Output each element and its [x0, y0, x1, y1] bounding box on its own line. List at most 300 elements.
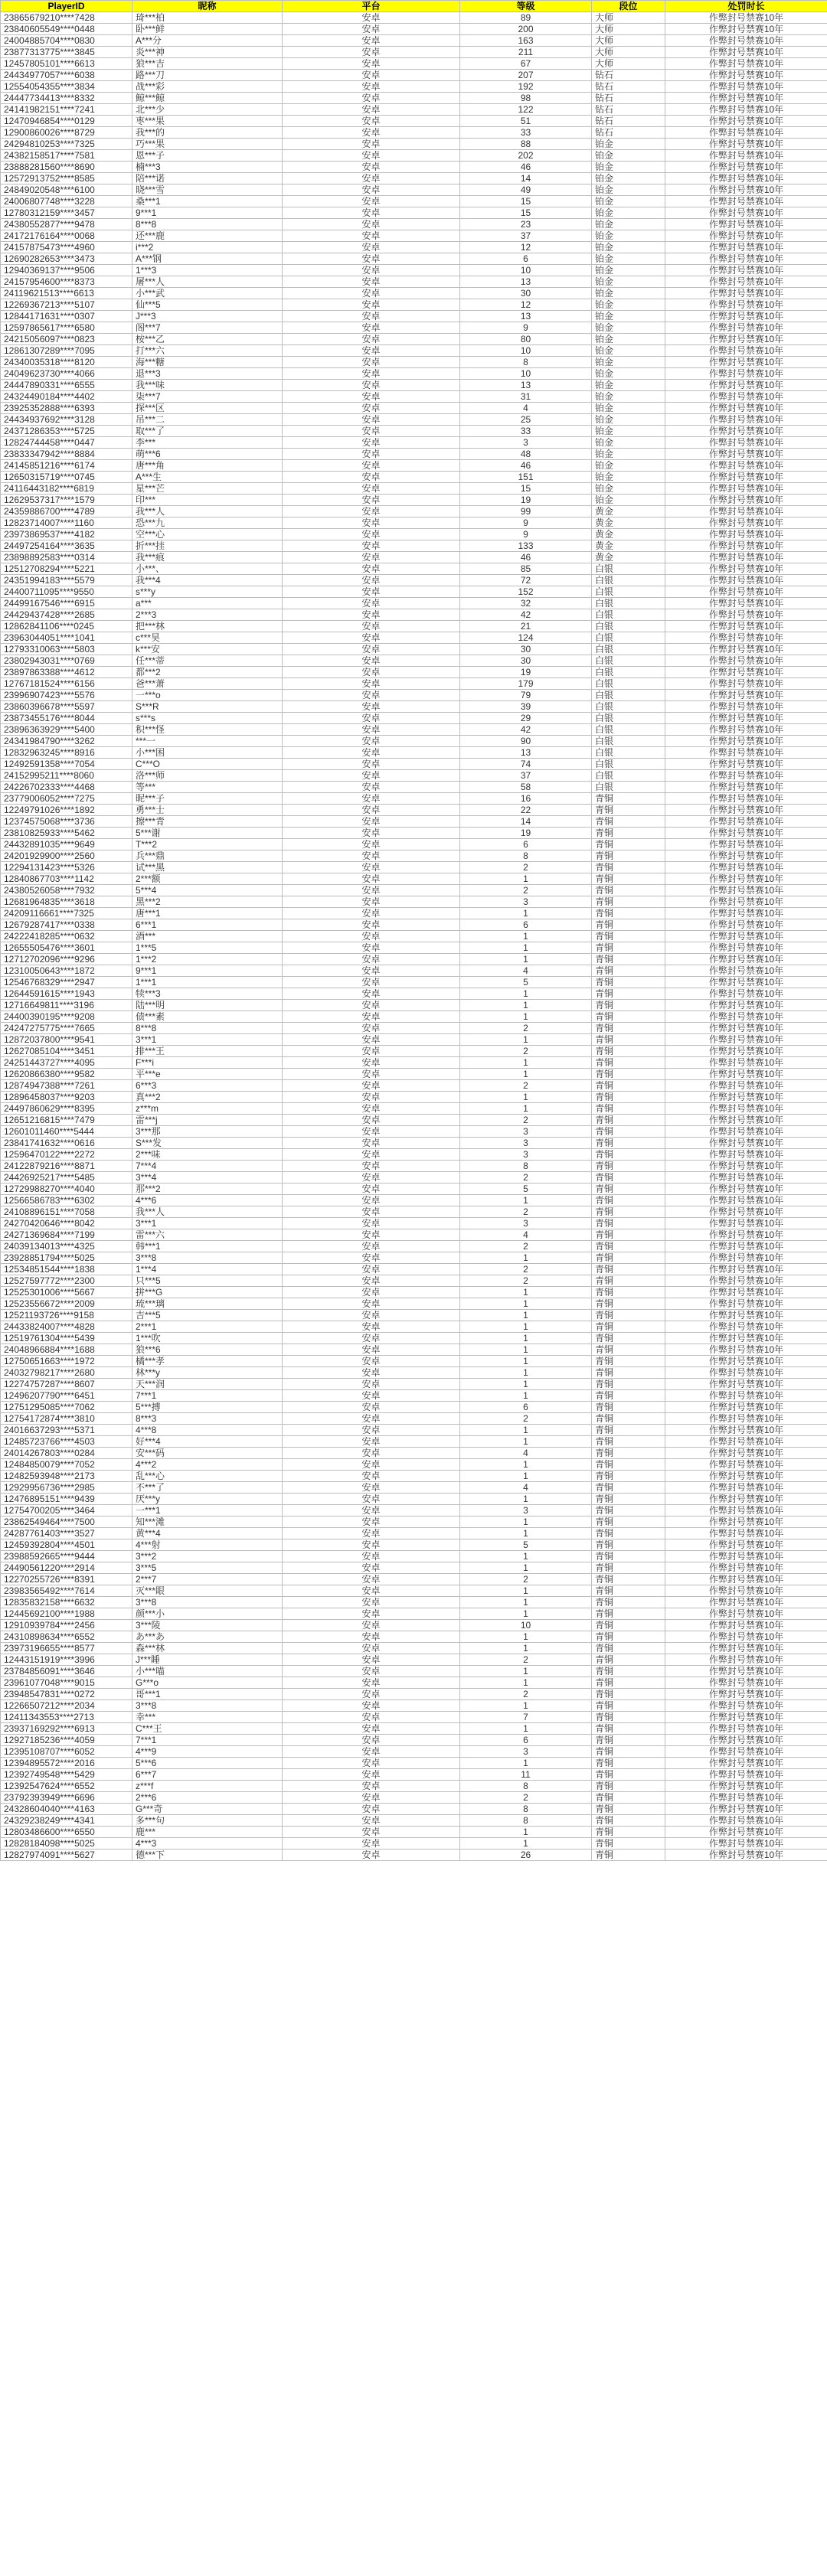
penalty-duration-cell: 作弊封号禁赛10年 — [665, 632, 827, 644]
penalty-duration-cell: 作弊封号禁赛10年 — [665, 1677, 827, 1689]
player-id-cell: 12294131423****5326 — [1, 862, 132, 873]
table-row — [1, 655, 827, 667]
rank-tier-cell: 青铜 — [592, 1620, 665, 1631]
player-id-cell: 12249791026****1892 — [1, 805, 132, 816]
level-cell: 192 — [460, 81, 592, 93]
table-row — [1, 1562, 827, 1574]
table-row — [1, 1666, 827, 1677]
nickname-cell: 林***y — [132, 1367, 283, 1379]
player-id-cell: 23802943031****0769 — [1, 655, 132, 667]
rank-tier-cell: 铂金 — [592, 219, 665, 230]
player-id-cell: 12896458037****9203 — [1, 1092, 132, 1103]
table-row — [1, 1333, 827, 1344]
level-cell: 48 — [460, 449, 592, 460]
player-id-cell: 12780312159****3457 — [1, 207, 132, 219]
nickname-cell: 4***射 — [132, 1539, 283, 1551]
nickname-cell: 5***4 — [132, 885, 283, 896]
platform-cell: 安卓 — [283, 1161, 460, 1172]
player-id-cell: 12832963245****8916 — [1, 747, 132, 759]
level-cell: 10 — [460, 345, 592, 357]
table-row — [1, 1735, 827, 1746]
nickname-cell: 萌***6 — [132, 449, 283, 460]
penalty-duration-cell: 作弊封号禁赛10年 — [665, 1643, 827, 1654]
table-row — [1, 586, 827, 598]
nickname-cell: s***y — [132, 586, 283, 598]
platform-cell: 安卓 — [283, 1608, 460, 1620]
nickname-cell: 恐***九 — [132, 517, 283, 529]
nickname-cell: 5***搏 — [132, 1402, 283, 1413]
level-cell: 67 — [460, 58, 592, 70]
penalty-duration-cell: 作弊封号禁赛10年 — [665, 173, 827, 184]
rank-tier-cell: 大师 — [592, 12, 665, 24]
player-id-cell: 23973869537****4182 — [1, 529, 132, 540]
table-row — [1, 690, 827, 701]
player-id-cell: 23925352888****6393 — [1, 403, 132, 414]
level-cell: 1 — [460, 1551, 592, 1562]
nickname-cell: 3***1 — [132, 1218, 283, 1229]
platform-cell: 安卓 — [283, 173, 460, 184]
player-id-cell: 12374575068****3736 — [1, 816, 132, 828]
level-cell: 46 — [460, 162, 592, 173]
rank-tier-cell: 青铜 — [592, 965, 665, 977]
nickname-cell: 3***陵 — [132, 1620, 283, 1631]
penalty-duration-cell: 作弊封号禁赛10年 — [665, 1459, 827, 1471]
player-id-cell: 12266507212****2034 — [1, 1700, 132, 1712]
penalty-duration-cell: 作弊封号禁赛10年 — [665, 690, 827, 701]
platform-cell: 安卓 — [283, 265, 460, 276]
penalty-duration-cell: 作弊封号禁赛10年 — [665, 1126, 827, 1138]
table-row — [1, 977, 827, 988]
player-id-cell: 12644591615****1943 — [1, 988, 132, 1000]
nickname-cell: 吉***5 — [132, 1310, 283, 1321]
nickname-cell: 狼***6 — [132, 1344, 283, 1356]
penalty-duration-cell: 作弊封号禁赛10年 — [665, 311, 827, 322]
rank-tier-cell: 钻石 — [592, 127, 665, 139]
player-id-cell: 12872037800****9541 — [1, 1034, 132, 1046]
nickname-cell: 2***味 — [132, 1149, 283, 1161]
penalty-duration-cell: 作弊封号禁赛10年 — [665, 770, 827, 782]
penalty-duration-cell: 作弊封号禁赛10年 — [665, 586, 827, 598]
level-cell: 1 — [460, 1000, 592, 1011]
player-id-cell: 23841741632****0616 — [1, 1138, 132, 1149]
rank-tier-cell: 白银 — [592, 713, 665, 724]
level-cell: 1 — [460, 1459, 592, 1471]
table-row — [1, 1218, 827, 1229]
level-cell: 4 — [460, 403, 592, 414]
table-row — [1, 1356, 827, 1367]
nickname-cell: 3***4 — [132, 1172, 283, 1184]
platform-cell: 安卓 — [283, 81, 460, 93]
platform-cell: 安卓 — [283, 885, 460, 896]
table-row — [1, 276, 827, 288]
player-id-cell: 23973196655****8577 — [1, 1643, 132, 1654]
table-row — [1, 1287, 827, 1298]
player-id-cell: 24270420646****8042 — [1, 1218, 132, 1229]
platform-cell: 安卓 — [283, 311, 460, 322]
rank-tier-cell: 白银 — [592, 563, 665, 575]
level-cell: 1 — [460, 1310, 592, 1321]
penalty-duration-cell: 作弊封号禁赛10年 — [665, 1471, 827, 1482]
table-row — [1, 954, 827, 965]
penalty-duration-cell: 作弊封号禁赛10年 — [665, 265, 827, 276]
player-id-cell: 12597865617****6580 — [1, 322, 132, 334]
player-id-cell: 12554054355****3834 — [1, 81, 132, 93]
player-id-cell: 12828184098****5025 — [1, 1838, 132, 1850]
table-row — [1, 1539, 827, 1551]
level-cell: 4 — [460, 1448, 592, 1459]
level-cell: 151 — [460, 472, 592, 483]
level-cell: 6 — [460, 253, 592, 265]
player-id-cell: 24340035318****8120 — [1, 357, 132, 368]
rank-tier-cell: 青铜 — [592, 1735, 665, 1746]
penalty-duration-cell: 作弊封号禁赛10年 — [665, 1838, 827, 1850]
nickname-cell: 打***六 — [132, 345, 283, 357]
rank-tier-cell: 青铜 — [592, 1643, 665, 1654]
level-cell: 1 — [460, 1425, 592, 1436]
nickname-cell: 狼***吉 — [132, 58, 283, 70]
rank-tier-cell: 青铜 — [592, 862, 665, 873]
penalty-duration-cell: 作弊封号禁赛10年 — [665, 1585, 827, 1597]
table-row — [1, 127, 827, 139]
platform-cell: 安卓 — [283, 816, 460, 828]
platform-cell: 安卓 — [283, 35, 460, 47]
platform-cell: 安卓 — [283, 1597, 460, 1608]
level-cell: 1 — [460, 1092, 592, 1103]
rank-tier-cell: 铂金 — [592, 162, 665, 173]
rank-tier-cell: 钻石 — [592, 93, 665, 104]
player-id-cell: 24359886700****4789 — [1, 506, 132, 517]
platform-cell: 安卓 — [283, 1092, 460, 1103]
nickname-cell: 不***了 — [132, 1482, 283, 1494]
platform-cell: 安卓 — [283, 1792, 460, 1804]
player-id-cell: 12512708294****5221 — [1, 563, 132, 575]
platform-cell: 安卓 — [283, 839, 460, 851]
level-cell: 32 — [460, 598, 592, 609]
level-cell: 30 — [460, 655, 592, 667]
penalty-duration-cell: 作弊封号禁赛10年 — [665, 506, 827, 517]
rank-tier-cell: 铂金 — [592, 495, 665, 506]
penalty-duration-cell: 作弊封号禁赛10年 — [665, 1413, 827, 1425]
player-id-cell: 24251443727****4095 — [1, 1057, 132, 1069]
platform-cell: 安卓 — [283, 828, 460, 839]
level-cell: 2 — [460, 1792, 592, 1804]
nickname-cell: 空***心 — [132, 529, 283, 540]
level-cell: 3 — [460, 896, 592, 908]
rank-tier-cell: 铂金 — [592, 242, 665, 253]
nickname-cell: 6***3 — [132, 1080, 283, 1092]
level-cell: 8 — [460, 1781, 592, 1792]
penalty-duration-cell: 作弊封号禁赛10年 — [665, 449, 827, 460]
level-cell: 85 — [460, 563, 592, 575]
rank-tier-cell: 青铜 — [592, 1000, 665, 1011]
nickname-cell: 好***4 — [132, 1436, 283, 1448]
table-row — [1, 345, 827, 357]
penalty-duration-cell: 作弊封号禁赛10年 — [665, 517, 827, 529]
level-cell: 2 — [460, 1115, 592, 1126]
level-cell: 207 — [460, 70, 592, 81]
penalty-duration-cell: 作弊封号禁赛10年 — [665, 805, 827, 816]
platform-cell: 安卓 — [283, 713, 460, 724]
level-cell: 1 — [460, 1069, 592, 1080]
penalty-duration-cell: 作弊封号禁赛10年 — [665, 1138, 827, 1149]
nickname-cell: 安***码 — [132, 1448, 283, 1459]
level-cell: 1 — [460, 1723, 592, 1735]
penalty-duration-cell: 作弊封号禁赛10年 — [665, 1161, 827, 1172]
player-id-cell: 12394895572****2016 — [1, 1758, 132, 1769]
rank-tier-cell: 青铜 — [592, 1046, 665, 1057]
player-id-cell: 12844171631****0307 — [1, 311, 132, 322]
player-id-cell: 12310050643****1872 — [1, 965, 132, 977]
platform-cell: 安卓 — [283, 1505, 460, 1517]
nickname-cell: 2***1 — [132, 1321, 283, 1333]
player-id-cell: 12862841106****0245 — [1, 621, 132, 632]
level-cell: 3 — [460, 1126, 592, 1138]
level-cell: 31 — [460, 391, 592, 403]
rank-tier-cell: 青铜 — [592, 1425, 665, 1436]
penalty-duration-cell: 作弊封号禁赛10年 — [665, 529, 827, 540]
platform-cell: 安卓 — [283, 1080, 460, 1092]
level-cell: 1 — [460, 1643, 592, 1654]
penalty-duration-cell: 作弊封号禁赛10年 — [665, 403, 827, 414]
penalty-duration-cell: 作弊封号禁赛10年 — [665, 1390, 827, 1402]
platform-cell: 安卓 — [283, 1494, 460, 1505]
rank-tier-cell: 青铜 — [592, 1804, 665, 1815]
rank-tier-cell: 青铜 — [592, 1310, 665, 1321]
nickname-cell: 3***8 — [132, 1252, 283, 1264]
penalty-duration-cell: 作弊封号禁赛10年 — [665, 1689, 827, 1700]
table-row — [1, 357, 827, 368]
level-cell: 3 — [460, 1138, 592, 1149]
rank-tier-cell: 青铜 — [592, 942, 665, 954]
nickname-cell: 爸***萧 — [132, 678, 283, 690]
player-id-cell: 23888281560****8690 — [1, 162, 132, 173]
player-id-cell: 23988592665****9444 — [1, 1551, 132, 1562]
platform-cell: 安卓 — [283, 1654, 460, 1666]
nickname-cell: 2***额 — [132, 873, 283, 885]
table-row — [1, 1804, 827, 1815]
table-row — [1, 1092, 827, 1103]
penalty-duration-cell: 作弊封号禁赛10年 — [665, 1218, 827, 1229]
table-row — [1, 575, 827, 586]
rank-tier-cell: 青铜 — [592, 1608, 665, 1620]
nickname-cell: 8***8 — [132, 1023, 283, 1034]
level-cell: 1 — [460, 942, 592, 954]
player-id-cell: 24141982151****7241 — [1, 104, 132, 116]
table-row — [1, 736, 827, 747]
rank-tier-cell: 青铜 — [592, 1712, 665, 1723]
table-row — [1, 678, 827, 690]
platform-cell: 安卓 — [283, 1413, 460, 1425]
nickname-cell: 债***素 — [132, 1011, 283, 1023]
penalty-duration-cell: 作弊封号禁赛10年 — [665, 919, 827, 931]
player-id-cell: 24433824007****4828 — [1, 1321, 132, 1333]
nickname-cell: 1***4 — [132, 1264, 283, 1275]
nickname-cell: 取***了 — [132, 426, 283, 437]
penalty-duration-cell: 作弊封号禁赛10年 — [665, 1505, 827, 1517]
platform-cell: 安卓 — [283, 345, 460, 357]
platform-cell: 安卓 — [283, 1011, 460, 1023]
penalty-duration-cell: 作弊封号禁赛10年 — [665, 1792, 827, 1804]
penalty-duration-cell: 作弊封号禁赛10年 — [665, 1712, 827, 1723]
platform-cell: 安卓 — [283, 196, 460, 207]
player-id-cell: 12650315719****0745 — [1, 472, 132, 483]
player-id-cell: 12754172874****3810 — [1, 1413, 132, 1425]
table-row — [1, 1517, 827, 1528]
player-id-cell: 12519761304****5439 — [1, 1333, 132, 1344]
table-row — [1, 1781, 827, 1792]
level-cell: 1 — [460, 931, 592, 942]
penalty-duration-cell: 作弊封号禁赛10年 — [665, 736, 827, 747]
player-id-cell: 23963044051****1041 — [1, 632, 132, 644]
nickname-cell: 6***1 — [132, 919, 283, 931]
penalty-duration-cell: 作弊封号禁赛10年 — [665, 472, 827, 483]
nickname-cell: 路***刀 — [132, 70, 283, 81]
nickname-cell: 哥***1 — [132, 1689, 283, 1700]
platform-cell: 安卓 — [283, 1149, 460, 1161]
rank-tier-cell: 青铜 — [592, 954, 665, 965]
player-id-cell: 12443151919****3996 — [1, 1654, 132, 1666]
penalty-duration-cell: 作弊封号禁赛10年 — [665, 1551, 827, 1562]
rank-tier-cell: 铂金 — [592, 196, 665, 207]
platform-cell: 安卓 — [283, 1666, 460, 1677]
penalty-duration-cell: 作弊封号禁赛10年 — [665, 288, 827, 299]
platform-cell: 安卓 — [283, 368, 460, 380]
nickname-cell: 4***2 — [132, 1459, 283, 1471]
rank-tier-cell: 青铜 — [592, 1654, 665, 1666]
player-id-cell: 12485723766****4503 — [1, 1436, 132, 1448]
table-row — [1, 1850, 827, 1861]
rank-tier-cell: 铂金 — [592, 345, 665, 357]
level-cell: 1 — [460, 908, 592, 919]
level-cell: 211 — [460, 47, 592, 58]
player-id-cell: 24341984790****3262 — [1, 736, 132, 747]
player-id-cell: 12803486600****6550 — [1, 1827, 132, 1838]
table-row — [1, 759, 827, 770]
rank-tier-cell: 青铜 — [592, 1528, 665, 1539]
table-row — [1, 816, 827, 828]
platform-cell: 安卓 — [283, 150, 460, 162]
player-id-cell: 12823714007****1160 — [1, 517, 132, 529]
level-cell: 8 — [460, 357, 592, 368]
platform-cell: 安卓 — [283, 770, 460, 782]
nickname-cell: 2***6 — [132, 1792, 283, 1804]
platform-cell: 安卓 — [283, 1758, 460, 1769]
rank-tier-cell: 铂金 — [592, 380, 665, 391]
nickname-cell: 琉***璃 — [132, 1298, 283, 1310]
nickname-cell: 雷***j — [132, 1115, 283, 1126]
nickname-cell: F***i — [132, 1057, 283, 1069]
platform-cell: 安卓 — [283, 230, 460, 242]
level-cell: 3 — [460, 1149, 592, 1161]
player-id-cell: 12572913752****8585 — [1, 173, 132, 184]
table-row — [1, 1172, 827, 1184]
player-id-cell: 24447734413****8332 — [1, 93, 132, 104]
rank-tier-cell: 黄金 — [592, 540, 665, 552]
nickname-cell: 9***1 — [132, 965, 283, 977]
table-row — [1, 1206, 827, 1218]
table-row — [1, 1608, 827, 1620]
player-id-cell: 12457805101****6613 — [1, 58, 132, 70]
platform-cell: 安卓 — [283, 1103, 460, 1115]
level-cell: 42 — [460, 724, 592, 736]
table-row — [1, 1126, 827, 1138]
rank-tier-cell: 青铜 — [592, 1471, 665, 1482]
nickname-cell: 韩***1 — [132, 1241, 283, 1252]
nickname-cell: 北***少 — [132, 104, 283, 116]
rank-tier-cell: 大师 — [592, 58, 665, 70]
player-id-cell: 12627085104****3451 — [1, 1046, 132, 1057]
rank-tier-cell: 白银 — [592, 701, 665, 713]
table-row — [1, 1046, 827, 1057]
player-id-cell: 24172176164****0068 — [1, 230, 132, 242]
player-id-cell: 24108896151****7058 — [1, 1206, 132, 1218]
nickname-cell: 仙***5 — [132, 299, 283, 311]
level-cell: 10 — [460, 1620, 592, 1631]
level-cell: 98 — [460, 93, 592, 104]
platform-cell: 安卓 — [283, 426, 460, 437]
platform-cell: 安卓 — [283, 609, 460, 621]
platform-cell: 安卓 — [283, 1402, 460, 1413]
penalty-duration-cell: 作弊封号禁赛10年 — [665, 1735, 827, 1746]
platform-cell: 安卓 — [283, 1425, 460, 1436]
penalty-duration-cell: 作弊封号禁赛10年 — [665, 1804, 827, 1815]
table-row — [1, 1792, 827, 1804]
nickname-cell: S***发 — [132, 1138, 283, 1149]
level-cell: 11 — [460, 1769, 592, 1781]
table-row — [1, 609, 827, 621]
table-row — [1, 104, 827, 116]
level-cell: 23 — [460, 219, 592, 230]
level-cell: 1 — [460, 1562, 592, 1574]
player-id-cell: 12476895151****9439 — [1, 1494, 132, 1505]
level-cell: 3 — [460, 1746, 592, 1758]
level-cell: 12 — [460, 242, 592, 253]
penalty-duration-cell: 作弊封号禁赛10年 — [665, 1448, 827, 1459]
player-id-cell: 12827974091****5627 — [1, 1850, 132, 1861]
level-cell: 2 — [460, 1689, 592, 1700]
player-id-cell: 12546768329****2947 — [1, 977, 132, 988]
player-id-cell: 12601011460****5444 — [1, 1126, 132, 1138]
player-id-cell: 24014267803****0284 — [1, 1448, 132, 1459]
level-cell: 1 — [460, 988, 592, 1000]
penalty-duration-cell: 作弊封号禁赛10年 — [665, 495, 827, 506]
penalty-duration-cell: 作弊封号禁赛10年 — [665, 1310, 827, 1321]
player-id-cell: 24157954600****8373 — [1, 276, 132, 288]
table-row — [1, 1000, 827, 1011]
platform-cell: 安卓 — [283, 70, 460, 81]
level-cell: 9 — [460, 322, 592, 334]
penalty-duration-cell: 作弊封号禁赛10年 — [665, 437, 827, 449]
platform-cell: 安卓 — [283, 1562, 460, 1574]
rank-tier-cell: 青铜 — [592, 1827, 665, 1838]
player-id-cell: 23862549464****7500 — [1, 1517, 132, 1528]
player-id-cell: 23948547831****0272 — [1, 1689, 132, 1700]
rank-tier-cell: 铂金 — [592, 150, 665, 162]
rank-tier-cell: 白银 — [592, 747, 665, 759]
nickname-cell: 吊***二 — [132, 414, 283, 426]
table-row — [1, 219, 827, 230]
level-cell: 30 — [460, 288, 592, 299]
nickname-cell: 3***1 — [132, 1034, 283, 1046]
level-cell: 89 — [460, 12, 592, 24]
penalty-duration-cell: 作弊封号禁赛10年 — [665, 1666, 827, 1677]
rank-tier-cell: 铂金 — [592, 437, 665, 449]
penalty-duration-cell: 作弊封号禁赛10年 — [665, 1023, 827, 1034]
platform-cell: 安卓 — [283, 58, 460, 70]
nickname-cell: 多***句 — [132, 1815, 283, 1827]
table-row — [1, 1471, 827, 1482]
platform-cell: 安卓 — [283, 1471, 460, 1482]
